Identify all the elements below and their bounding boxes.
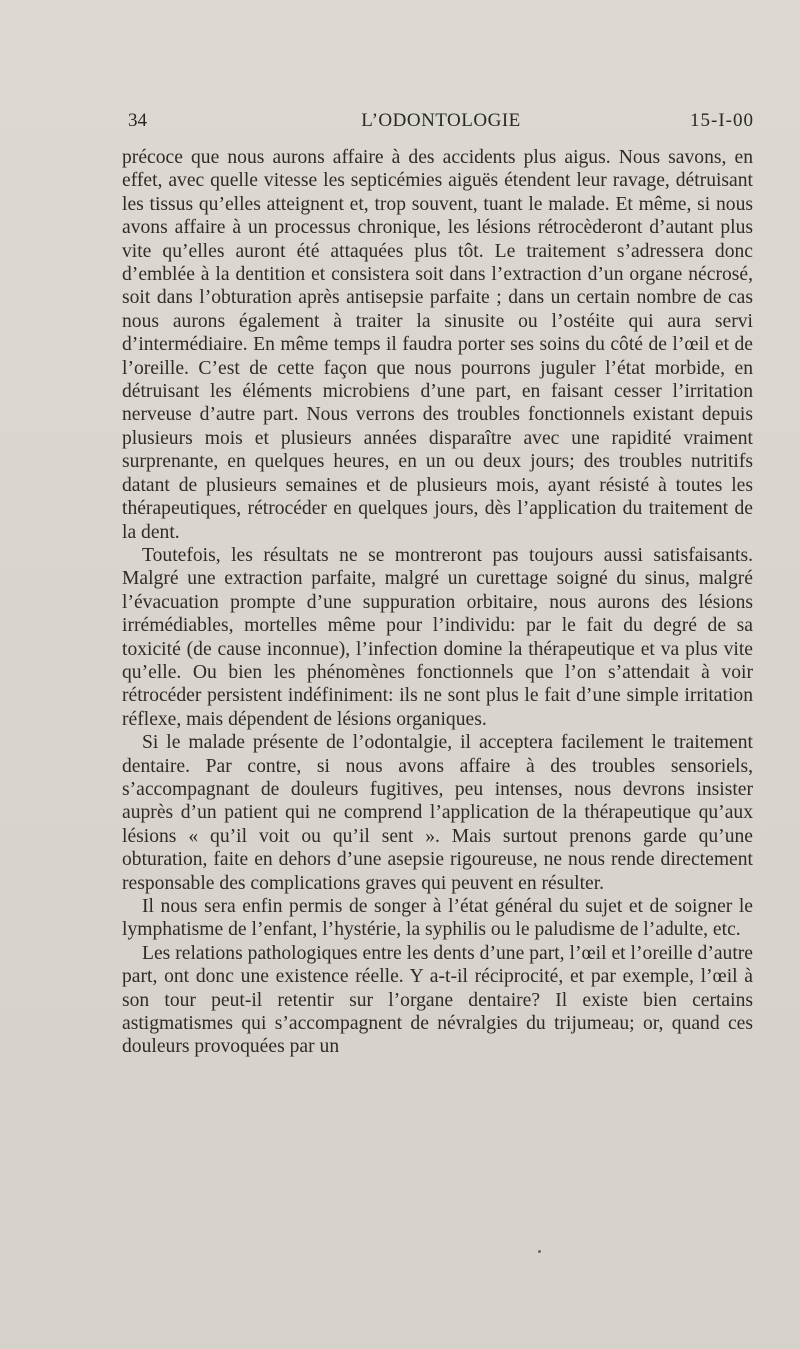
paragraph-2: Toutefois, les résultats ne se montreront pas toujours aussi satisfaisants. Malgré une extraction parfaite, malgré un curettage soigné du sinus, malgré l’évacuation prompte d’une suppuration orbitaire, nous aurons des lésions irrémédiables, mortelles même pour l’individu: par le fait du degré de sa toxicité (de cause inconnue), l’infection domine la thérapeutique et va plus vite qu’elle. Ou bien les phénomènes fonctionnels que l’on s’attendait à voir rétrocéder persistent indéfiniment: ils ne sont plus le fait d’une simple irritation réflexe, mais dépendent de lésions organiques. [122,544,753,730]
body-text [122,146,753,1059]
paragraph-5: Les relations pathologiques entre les dents d’une part, l’œil et l’oreille d’autre part, ont donc une existence réelle. Y a-t-il réciprocité, et par exemple, l’œil à son tour peut-il retentir sur l’organe dentaire? Il existe bien certains astigmatismes qui s’accompagnent de névralgies du trijumeau; or, quand ces douleurs provoquées par un [122,942,753,1058]
paragraph-3: Si le malade présente de l’odontalgie, il acceptera facilement le traitement dentaire. Par contre, si nous avons affaire à des troubles sensoriels, s’accompagnant de douleurs fugitives, peu intenses, nous devrons insister auprès d’un patient qui ne comprend l’application de la thérapeutique qu’aux lésions « qu’il voit ou qu’il sent ». Mais surtout prenons garde qu’une obturation, faite en dehors d’une asepsie rigoureuse, ne nous rende directement responsable des complications graves qui peuvent en résulter. [122,732,753,894]
page-number: 34 [128,110,147,131]
running-header [128,110,754,136]
issue-date: 15-I-00 [690,110,754,131]
running-title: L’ODONTOLOGIE [361,110,521,131]
paragraph-4: Il nous sera enfin permis de songer à l’état général du sujet et de soigner le lymphatisme de l’enfant, l’hystérie, la syphilis ou le paludisme de l’adulte, etc. [122,896,753,941]
paper-speck [538,1250,541,1253]
paragraph-1: précoce que nous aurons affaire à des accidents plus aigus. Nous savons, en effet, avec quelle vitesse les septicémies aiguës étendent leur ravage, détruisant les tissus qu’elles atteignent et, trop souvent, tuant le malade. Et même, si nous avons affaire à un processus chronique, les lésions rétrocèderont d’autant plus vite qu’elles auront été attaquées plus tôt. Le traitement s’adressera donc d’emblée à la dentition et consistera soit dans l’extraction d’un organe nécrosé, soit dans l’obturation après antisepsie parfaite ; dans un certain nombre de cas nous aurons également à traiter la sinusite ou l’ostéite qui aura servi d’intermédiaire. En même temps il faudra porter ses soins du côté de l’œil et de l’oreille. C’est de cette façon que nous pourrons juguler l’état morbide, en détruisant les éléments microbiens d’une part, en faisant cesser l’irritation nerveuse d’autre part. Nous verrons des troubles fonctionnels existant depuis plusieurs mois et plusieurs années disparaître avec une rapidité vraiment surprenante, en quelques heures, en un ou deux jours; des troubles nutritifs datant de plusieurs semaines et de plusieurs mois, ayant résisté à toutes les thérapeutiques, rétrocéder en quelques jours, dès l’application du traitement de la dent. [122,147,753,543]
